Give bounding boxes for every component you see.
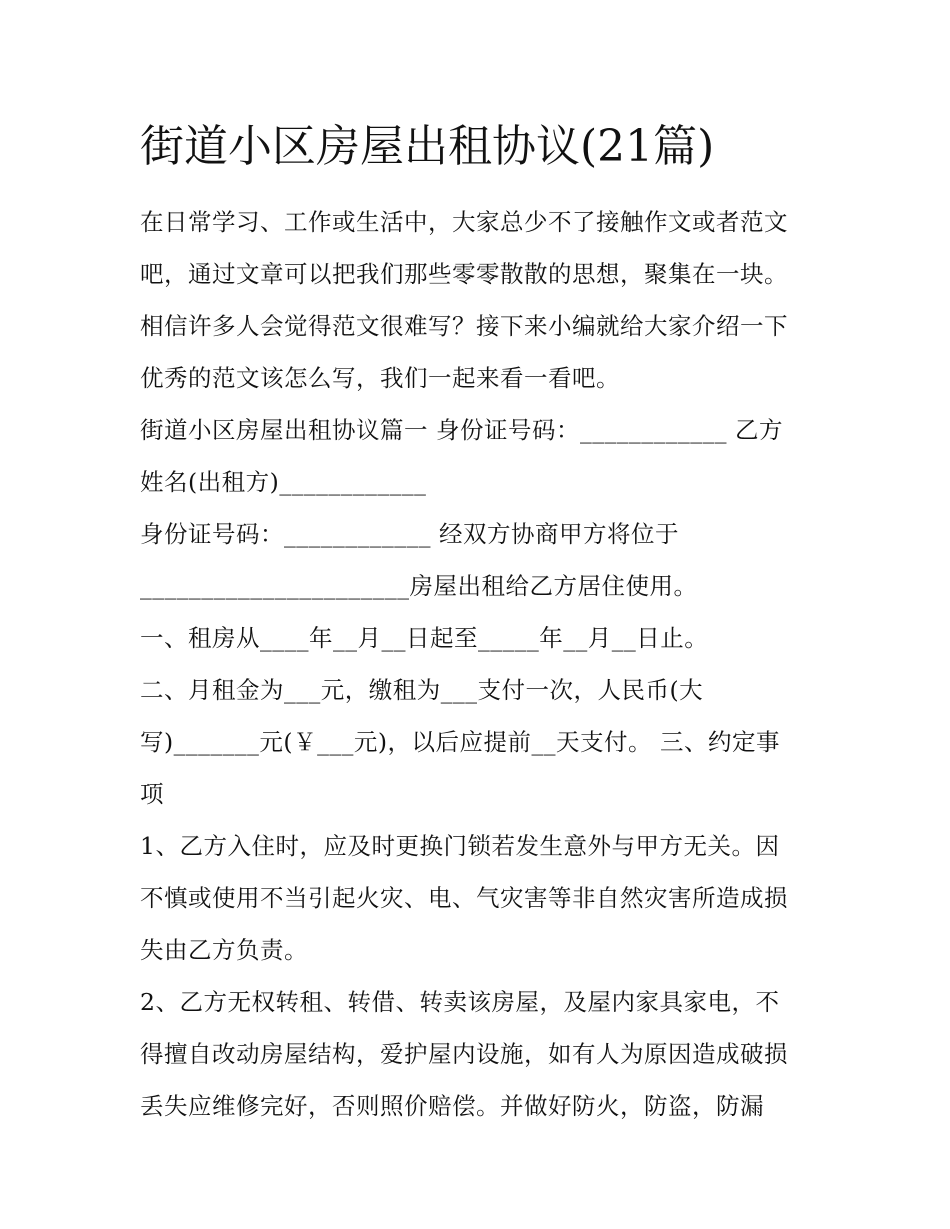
paragraph-line: 失由乙方负责。	[140, 936, 308, 964]
paragraph-line: 项	[140, 780, 164, 808]
paragraph-line: 一、租房从____年__月__日起至_____年__月__日止。	[140, 624, 709, 652]
paragraph-line: 不慎或使用不当引起火灾、电、气灾害等非自然灾害所造成损	[140, 884, 788, 912]
paragraph-line: 身份证号码：____________ 经双方协商甲方将位于	[140, 520, 679, 548]
paragraph-line: ______________________房屋出租给乙方居住使用。	[140, 572, 698, 600]
paragraph-line: 丢失应维修完好，否则照价赔偿。并做好防火，防盗，防漏	[140, 1092, 764, 1120]
paragraph-line: 在日常学习、工作或生活中，大家总少不了接触作文或者范文	[140, 208, 788, 236]
document-body	[140, 196, 820, 1132]
paragraph-line: 相信许多人会觉得范文很难写？接下来小编就给大家介绍一下	[140, 312, 788, 340]
paragraph-line: 得擅自改动房屋结构，爱护屋内设施，如有人为原因造成破损	[140, 1040, 788, 1068]
paragraph-line: 二、月租金为___元，缴租为___支付一次，人民币(大	[140, 676, 704, 704]
paragraph-line: 1、乙方入住时，应及时更换门锁若发生意外与甲方无关。因	[140, 832, 780, 860]
paragraph-line: 街道小区房屋出租协议篇一 身份证号码：____________ 乙方	[140, 416, 783, 444]
paragraph-line: 优秀的范文该怎么写，我们一起来看一看吧。	[140, 364, 620, 392]
paragraph-line: 吧，通过文章可以把我们那些零零散散的思想，聚集在一块。	[140, 260, 788, 288]
document-title: 街道小区房屋出租协议(21篇)	[140, 121, 715, 172]
paragraph-line: 写)_______元(￥___元)，以后应提前__天支付。 三、约定事	[140, 728, 780, 756]
paragraph-line: 2、乙方无权转租、转借、转卖该房屋，及屋内家具家电，不	[140, 988, 780, 1016]
paragraph-line: 姓名(出租方)____________	[140, 468, 427, 496]
